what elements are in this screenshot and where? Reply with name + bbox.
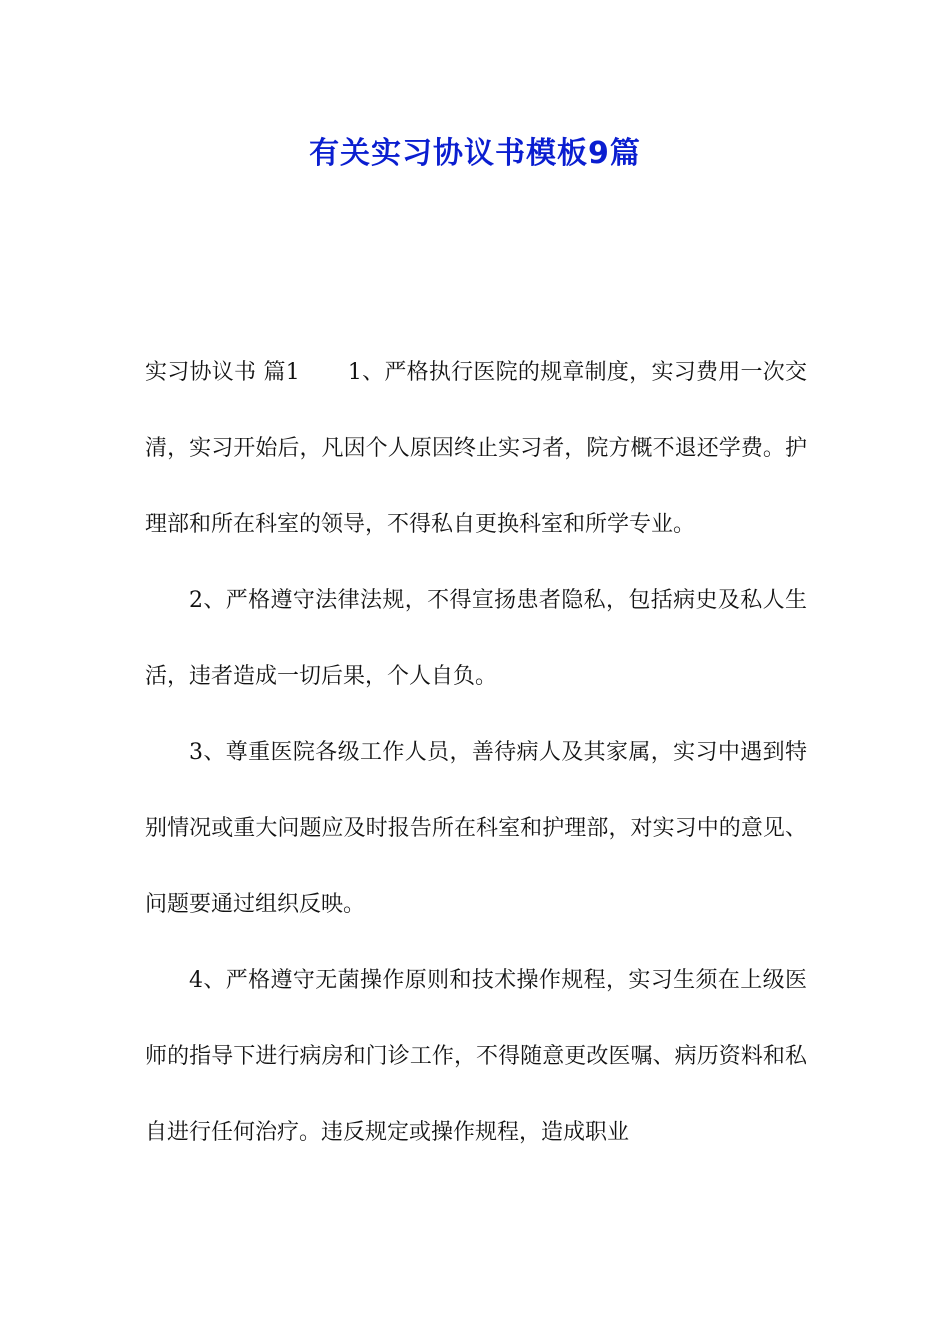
paragraph-1 xyxy=(145,335,807,563)
document-title: 有关实习协议书模板9篇 xyxy=(309,136,641,171)
document-body xyxy=(145,335,807,1171)
paragraph-2: 2、严格遵守法律法规，不得宣扬患者隐私，包括病史及私人生活，违者造成一切后果，个人自负。 xyxy=(145,588,807,689)
section-label: 实习协议书 篇1 xyxy=(145,360,300,385)
paragraph-3: 3、尊重医院各级工作人员，善待病人及其家属，实习中遇到特别情况或重大问题应及时报告所在科室和护理部，对实习中的意见、问题要通过组织反映。 xyxy=(145,740,807,917)
paragraph-4: 4、严格遵守无菌操作原则和技术操作规程，实习生须在上级医师的指导下进行病房和门诊工作，不得随意更改医嘱、病历资料和私自进行任何治疗。违反规定或操作规程，造成职业 xyxy=(145,968,807,1145)
paragraph-1-text: 1、严格执行医院的规章制度，实习费用一次交清，实习开始后，凡因个人原因终止实习者，院方概不退还学费。护理部和所在科室的领导，不得私自更换科室和所学专业。 xyxy=(145,360,807,537)
